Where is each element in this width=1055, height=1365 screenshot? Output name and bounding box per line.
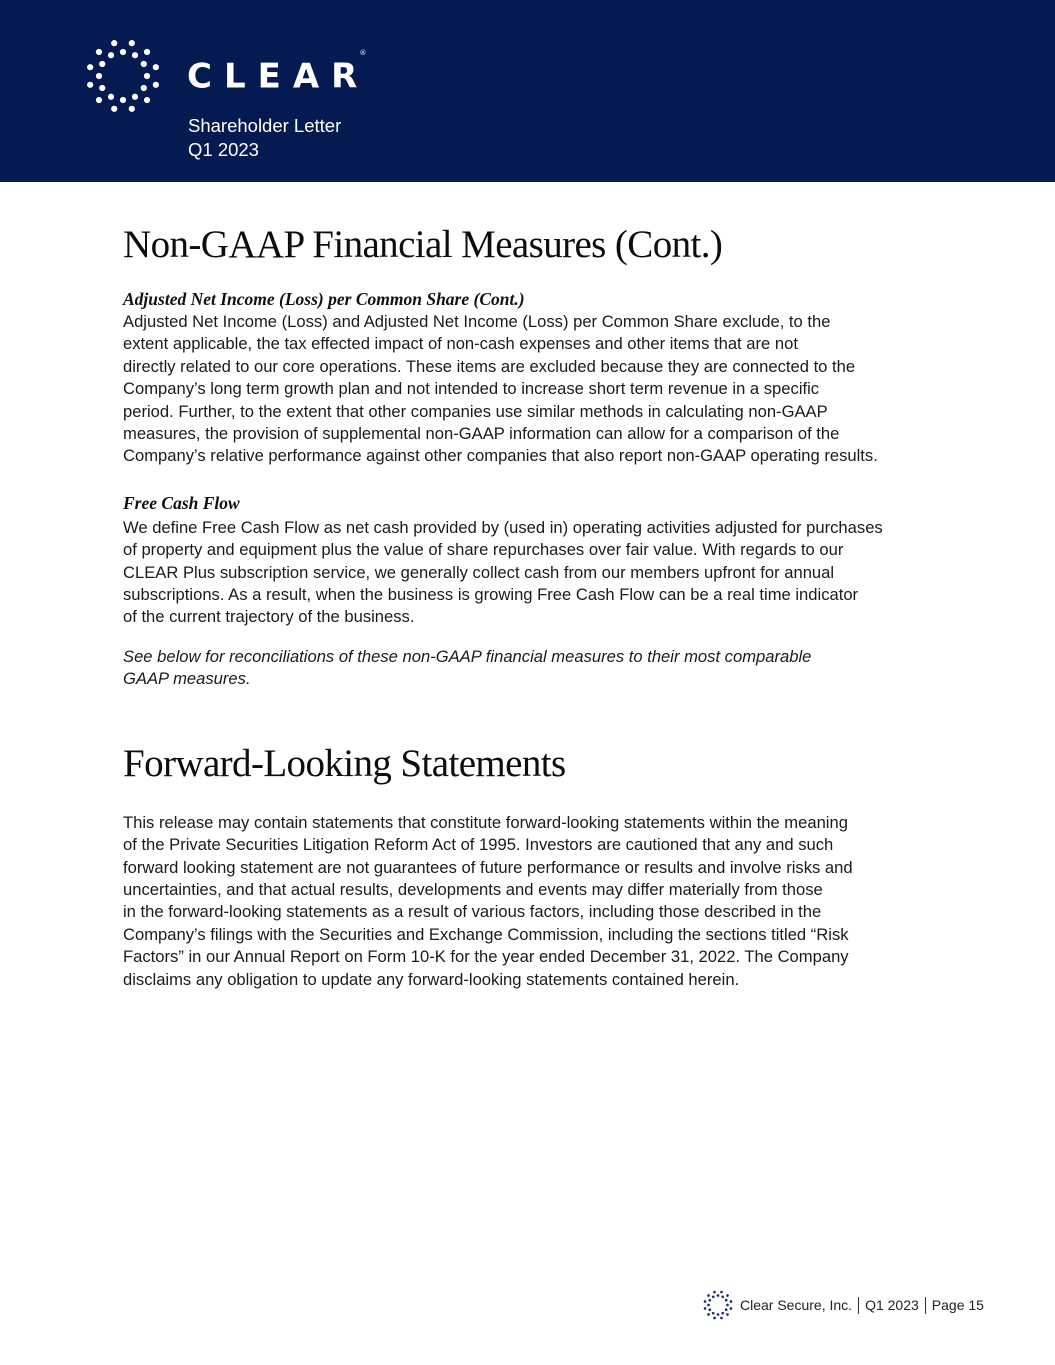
logo-dot xyxy=(129,106,135,112)
text-line: measures, the provision of supplemental non-GAAP information can allow for a comparison of the xyxy=(123,424,840,444)
clear-logo-icon xyxy=(85,40,161,112)
text-line: See below for reconciliations of these non-GAAP financial measures to their most comparable xyxy=(123,646,812,666)
registered-mark: ® xyxy=(359,49,367,57)
logo-dot xyxy=(99,85,105,91)
logo-dot xyxy=(717,1294,720,1297)
paragraph-free-cash-flow xyxy=(123,517,933,629)
logo-dot xyxy=(713,1291,716,1294)
logo-dot xyxy=(725,1308,728,1311)
brand-name: CLEAR xyxy=(187,56,370,97)
footer-page-number: Page 15 xyxy=(931,1297,984,1313)
logo-dot xyxy=(720,1317,723,1320)
logo-dot xyxy=(707,1313,710,1316)
text-line: subscriptions. As a result, when the business is growing Free Cash Flow can be a real time indicator xyxy=(123,585,859,605)
logo-dot xyxy=(144,73,150,79)
paragraph-forward-looking xyxy=(123,812,933,991)
subheading-adjusted-net-income: Adjusted Net Income (Loss) per Common Share (Cont.) xyxy=(123,289,525,309)
logo-dot xyxy=(720,1291,723,1294)
logo-dot xyxy=(153,82,159,88)
logo-dot xyxy=(712,1295,715,1298)
reconciliation-note xyxy=(123,646,933,691)
text-line: This release may contain statements that constitute forward-looking statements within the meaning xyxy=(123,812,848,832)
logo-dot xyxy=(96,49,102,55)
report-subtitle xyxy=(188,114,341,162)
text-line: We define Free Cash Flow as net cash provided by (used in) operating activities adjusted for purchases xyxy=(123,517,883,537)
text-line: in the forward-looking statements as a result of various factors, including those described in the xyxy=(123,902,822,922)
text-line: Company’s long term growth plan and not intended to increase short term revenue in a specific xyxy=(123,379,820,399)
logo-dot xyxy=(111,40,117,46)
clear-logo-small-icon xyxy=(703,1290,733,1320)
logo-dot xyxy=(141,61,147,67)
logo-dot xyxy=(96,73,102,79)
footer-company: Clear Secure, Inc. xyxy=(740,1297,853,1313)
subheading-free-cash-flow: Free Cash Flow xyxy=(123,492,240,513)
subtitle-line-2: Q1 2023 xyxy=(188,139,259,160)
footer-divider xyxy=(858,1297,859,1314)
paragraph-adjusted-net-income xyxy=(123,311,933,468)
logo-dot xyxy=(141,85,147,91)
text-line: Company’s relative performance against other companies that also report non-GAAP operating results. xyxy=(123,446,878,466)
text-line: Company’s filings with the Securities and Exchange Commission, including the sections titled “Risk xyxy=(123,924,849,944)
page-header xyxy=(0,0,1055,182)
text-line: directly related to our core operations. These items are excluded because they are connected to the xyxy=(123,356,856,376)
text-line: forward looking statement are not guarantees of future performance or results and involve risks and xyxy=(123,857,853,877)
text-line: Factors” in our Annual Report on Form 10-K for the year ended December 31, 2022. The Company xyxy=(123,947,849,967)
section-title-forward-looking: Forward-Looking Statements xyxy=(123,741,566,785)
logo-dot xyxy=(730,1307,733,1310)
logo-dot xyxy=(96,97,102,103)
page-footer xyxy=(703,1290,984,1320)
logo-dot xyxy=(726,1304,729,1307)
logo-dot xyxy=(111,106,117,112)
logo-dot xyxy=(153,64,159,70)
logo-dot xyxy=(721,1295,724,1298)
logo-dot xyxy=(132,94,138,100)
text-line: GAAP measures. xyxy=(123,669,251,689)
text-line: CLEAR Plus subscription service, we generally collect cash from our members upfront for annual xyxy=(123,562,835,582)
logo-dot xyxy=(708,1299,711,1302)
logo-dot xyxy=(99,61,105,67)
logo-dot xyxy=(712,1312,715,1315)
logo-dot xyxy=(726,1313,729,1316)
text-line: Adjusted Net Income (Loss) and Adjusted Net Income (Loss) per Common Share exclude, to the xyxy=(123,312,831,331)
logo-dot xyxy=(726,1294,729,1297)
logo-dot xyxy=(120,49,126,55)
text-line: of property and equipment plus the value of share repurchases over fair value. With regards to our xyxy=(123,540,844,560)
brand-wordmark xyxy=(187,49,376,97)
logo-dot xyxy=(707,1294,710,1297)
logo-dot xyxy=(721,1312,724,1315)
logo-dot xyxy=(132,52,138,58)
logo-dot xyxy=(144,49,150,55)
logo-dot xyxy=(108,52,114,58)
footer-period: Q1 2023 xyxy=(865,1297,919,1313)
text-line: of the Private Securities Litigation Reform Act of 1995. Investors are cautioned that any and such xyxy=(123,835,834,855)
text-line: of the current trajectory of the business. xyxy=(123,607,415,627)
text-line: extent applicable, the tax effected impact of non-cash expenses and other items that are not xyxy=(123,334,798,354)
text-line: period. Further, to the extent that other companies use similar methods in calculating non-GAAP xyxy=(123,401,828,421)
logo-dot xyxy=(708,1308,711,1311)
logo-dot xyxy=(717,1313,720,1316)
logo-dot xyxy=(704,1300,707,1303)
page-content xyxy=(123,222,933,991)
logo-dot xyxy=(730,1300,733,1303)
subtitle-line-1: Shareholder Letter xyxy=(188,115,342,136)
logo-dot xyxy=(707,1304,710,1307)
text-line: disclaims any obligation to update any forward-looking statements contained herein. xyxy=(123,969,740,989)
logo-dot xyxy=(713,1317,716,1320)
logo-dot xyxy=(108,94,114,100)
logo-dot xyxy=(129,40,135,46)
logo-dot xyxy=(87,64,93,70)
section-title-non-gaap: Non-GAAP Financial Measures (Cont.) xyxy=(123,223,723,266)
text-line: uncertainties, and that actual results, developments and events may differ materially from those xyxy=(123,879,823,899)
logo-dot xyxy=(704,1307,707,1310)
logo-dot xyxy=(87,82,93,88)
logo-dot xyxy=(120,97,126,103)
logo-dot xyxy=(144,97,150,103)
footer-divider xyxy=(925,1297,926,1314)
logo-dot xyxy=(725,1299,728,1302)
